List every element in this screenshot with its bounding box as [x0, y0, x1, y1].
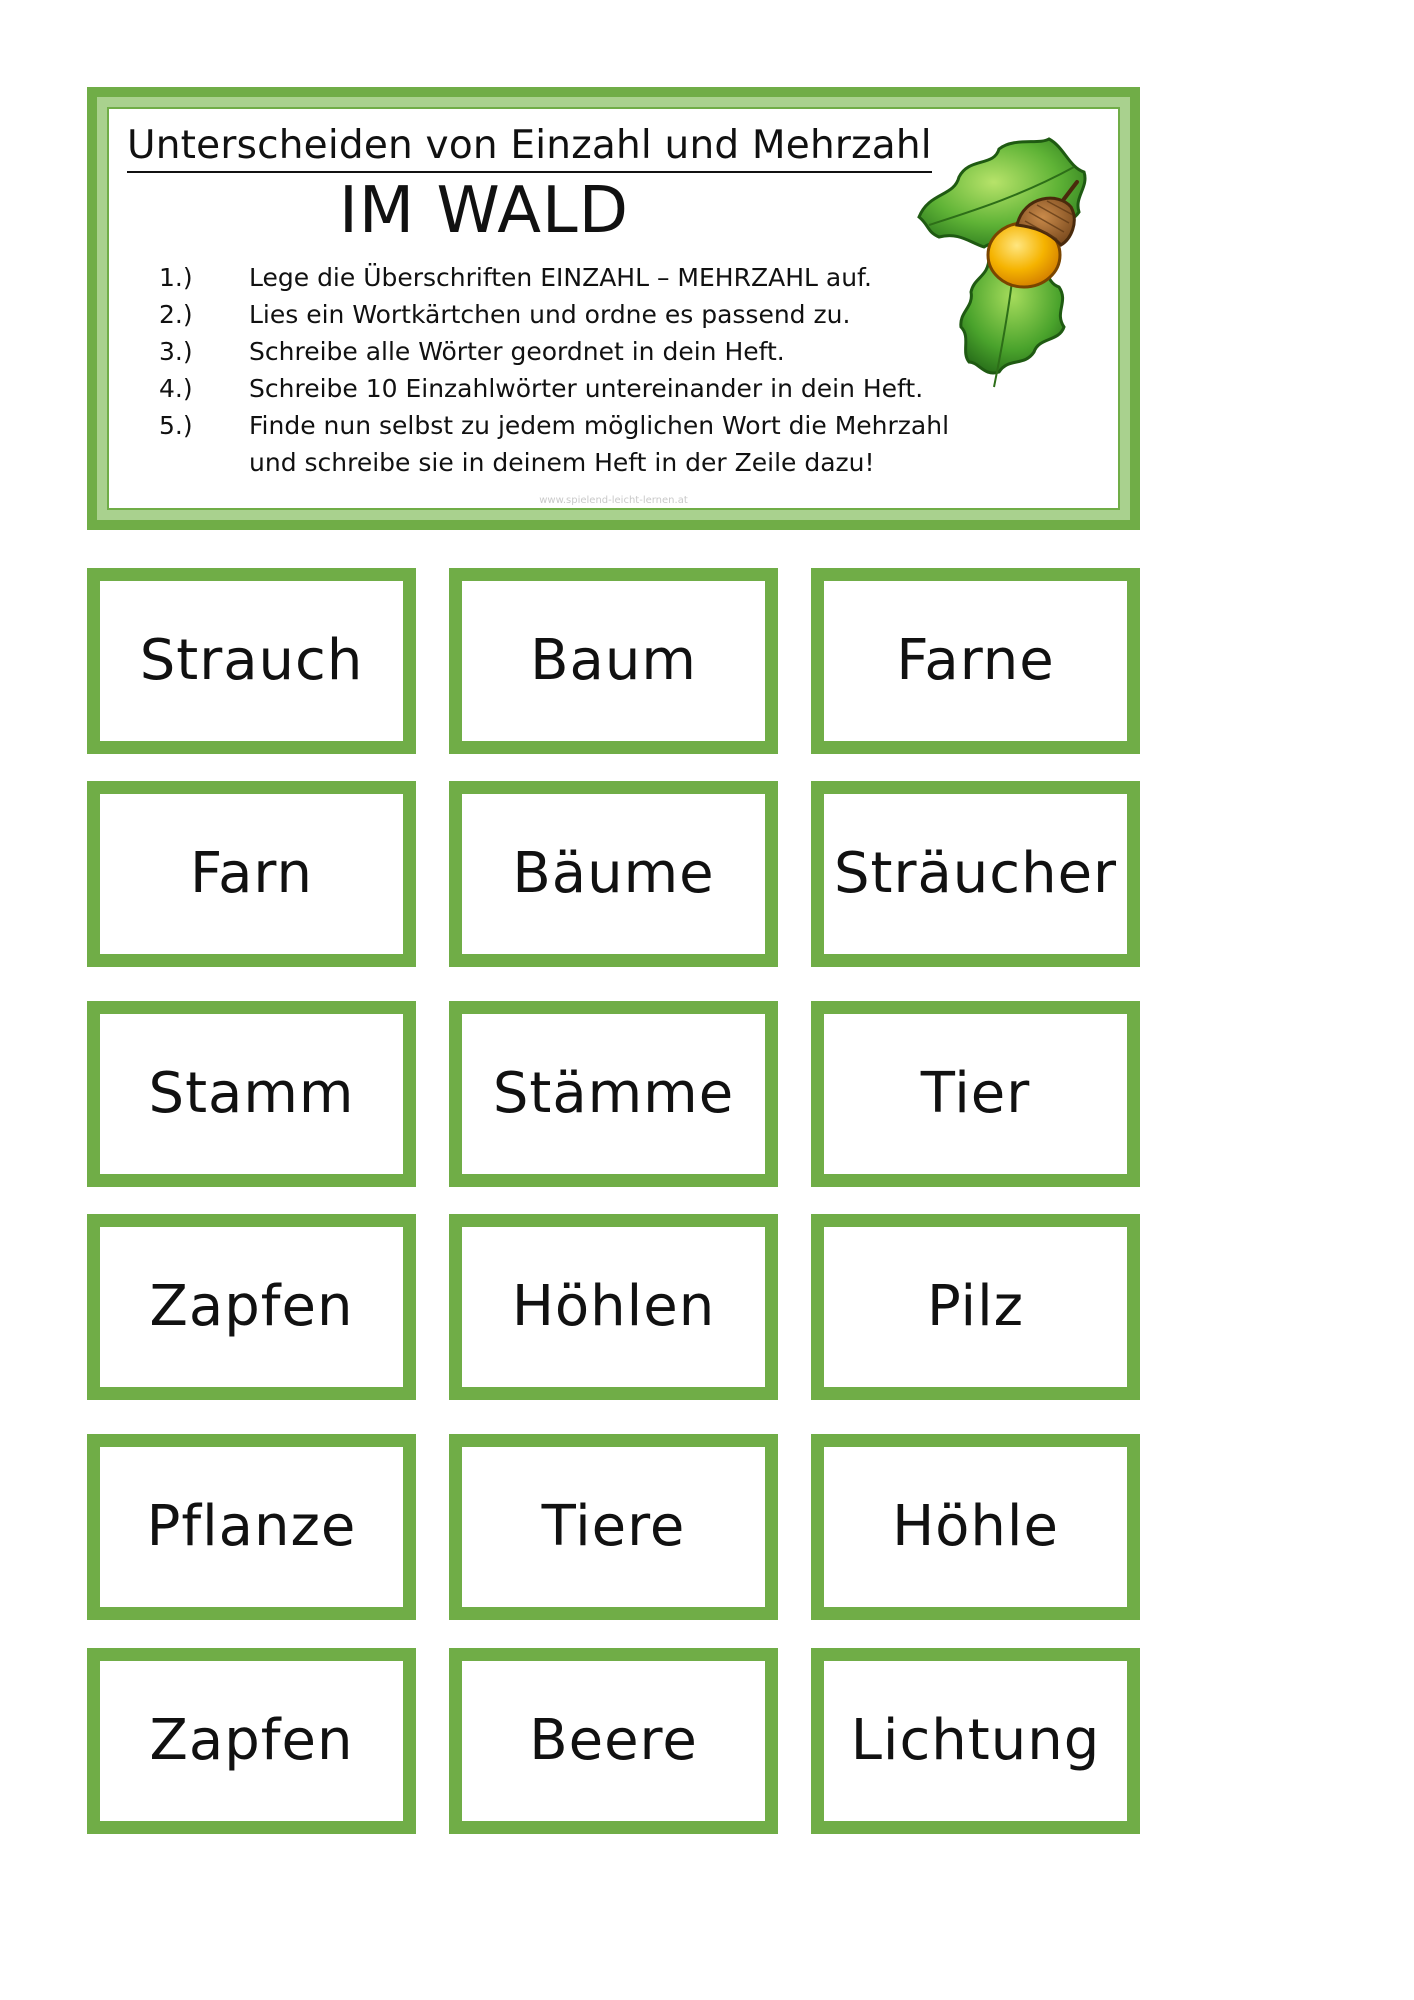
- instruction-item: [159, 444, 949, 481]
- card-word: Lichtung: [850, 1708, 1101, 1773]
- instruction-number: 4.): [159, 374, 193, 403]
- instruction-item: [159, 333, 949, 370]
- card-word: Farne: [896, 628, 1055, 693]
- card-word: Sträucher: [833, 841, 1118, 906]
- word-card[interactable]: [449, 1001, 778, 1187]
- instruction-text: und schreibe sie in deinem Heft in der Zeile dazu!: [249, 448, 875, 477]
- word-card[interactable]: [811, 1001, 1140, 1187]
- worksheet-title: IM WALD: [339, 174, 629, 248]
- word-card[interactable]: [449, 1648, 778, 1834]
- word-card[interactable]: [449, 568, 778, 754]
- header-box: [87, 87, 1140, 530]
- card-word: Farn: [190, 841, 313, 906]
- word-card[interactable]: [87, 781, 416, 967]
- instruction-item: [159, 259, 949, 296]
- instruction-item: [159, 370, 949, 407]
- card-word: Pilz: [926, 1274, 1025, 1339]
- word-card[interactable]: [811, 1434, 1140, 1620]
- card-word: Höhle: [892, 1494, 1059, 1559]
- instruction-number: 3.): [159, 337, 193, 366]
- card-word: Strauch: [139, 628, 364, 693]
- worksheet-subtitle: Unterscheiden von Einzahl und Mehrzahl: [127, 121, 932, 173]
- card-word: Stämme: [492, 1061, 735, 1126]
- card-word: Tiere: [541, 1494, 686, 1559]
- instruction-number: 1.): [159, 263, 193, 292]
- word-card[interactable]: [449, 1434, 778, 1620]
- card-word: Stamm: [148, 1061, 355, 1126]
- instruction-number: 5.): [159, 411, 193, 440]
- instruction-number: [159, 444, 249, 481]
- instruction-text: Schreibe 10 Einzahlwörter untereinander in dein Heft.: [249, 374, 924, 403]
- instruction-number: 2.): [159, 300, 193, 329]
- card-word: Beere: [529, 1708, 698, 1773]
- card-word: Bäume: [512, 841, 715, 906]
- header-frame: [97, 97, 1130, 520]
- instruction-text: Schreibe alle Wörter geordnet in dein Heft.: [249, 337, 785, 366]
- instruction-text: Lege die Überschriften EINZAHL – MEHRZAHL auf.: [249, 263, 872, 292]
- card-word: Zapfen: [149, 1274, 354, 1339]
- word-card[interactable]: [449, 1214, 778, 1400]
- word-card[interactable]: [87, 1001, 416, 1187]
- word-card[interactable]: [811, 1214, 1140, 1400]
- card-word: Pflanze: [146, 1494, 357, 1559]
- word-card[interactable]: [87, 1434, 416, 1620]
- instructions-list: [159, 259, 949, 481]
- instruction-item: [159, 296, 949, 333]
- word-card[interactable]: [811, 781, 1140, 967]
- instruction-text: Finde nun selbst zu jedem möglichen Wort die Mehrzahl: [249, 411, 950, 440]
- watermark: www.spielend-leicht-lernen.at: [539, 495, 688, 506]
- word-card[interactable]: [87, 568, 416, 754]
- word-card[interactable]: [87, 1214, 416, 1400]
- word-card[interactable]: [811, 568, 1140, 754]
- word-card[interactable]: [449, 781, 778, 967]
- card-word: Höhlen: [511, 1274, 716, 1339]
- oak-leaves-acorn-icon: [899, 137, 1119, 397]
- card-word: Baum: [530, 628, 697, 693]
- card-word: Tier: [920, 1061, 1031, 1126]
- instruction-text: Lies ein Wortkärtchen und ordne es passend zu.: [249, 300, 851, 329]
- word-card[interactable]: [811, 1648, 1140, 1834]
- header-content: [107, 107, 1120, 510]
- card-word: Zapfen: [149, 1708, 354, 1773]
- instruction-item: [159, 407, 949, 444]
- word-card[interactable]: [87, 1648, 416, 1834]
